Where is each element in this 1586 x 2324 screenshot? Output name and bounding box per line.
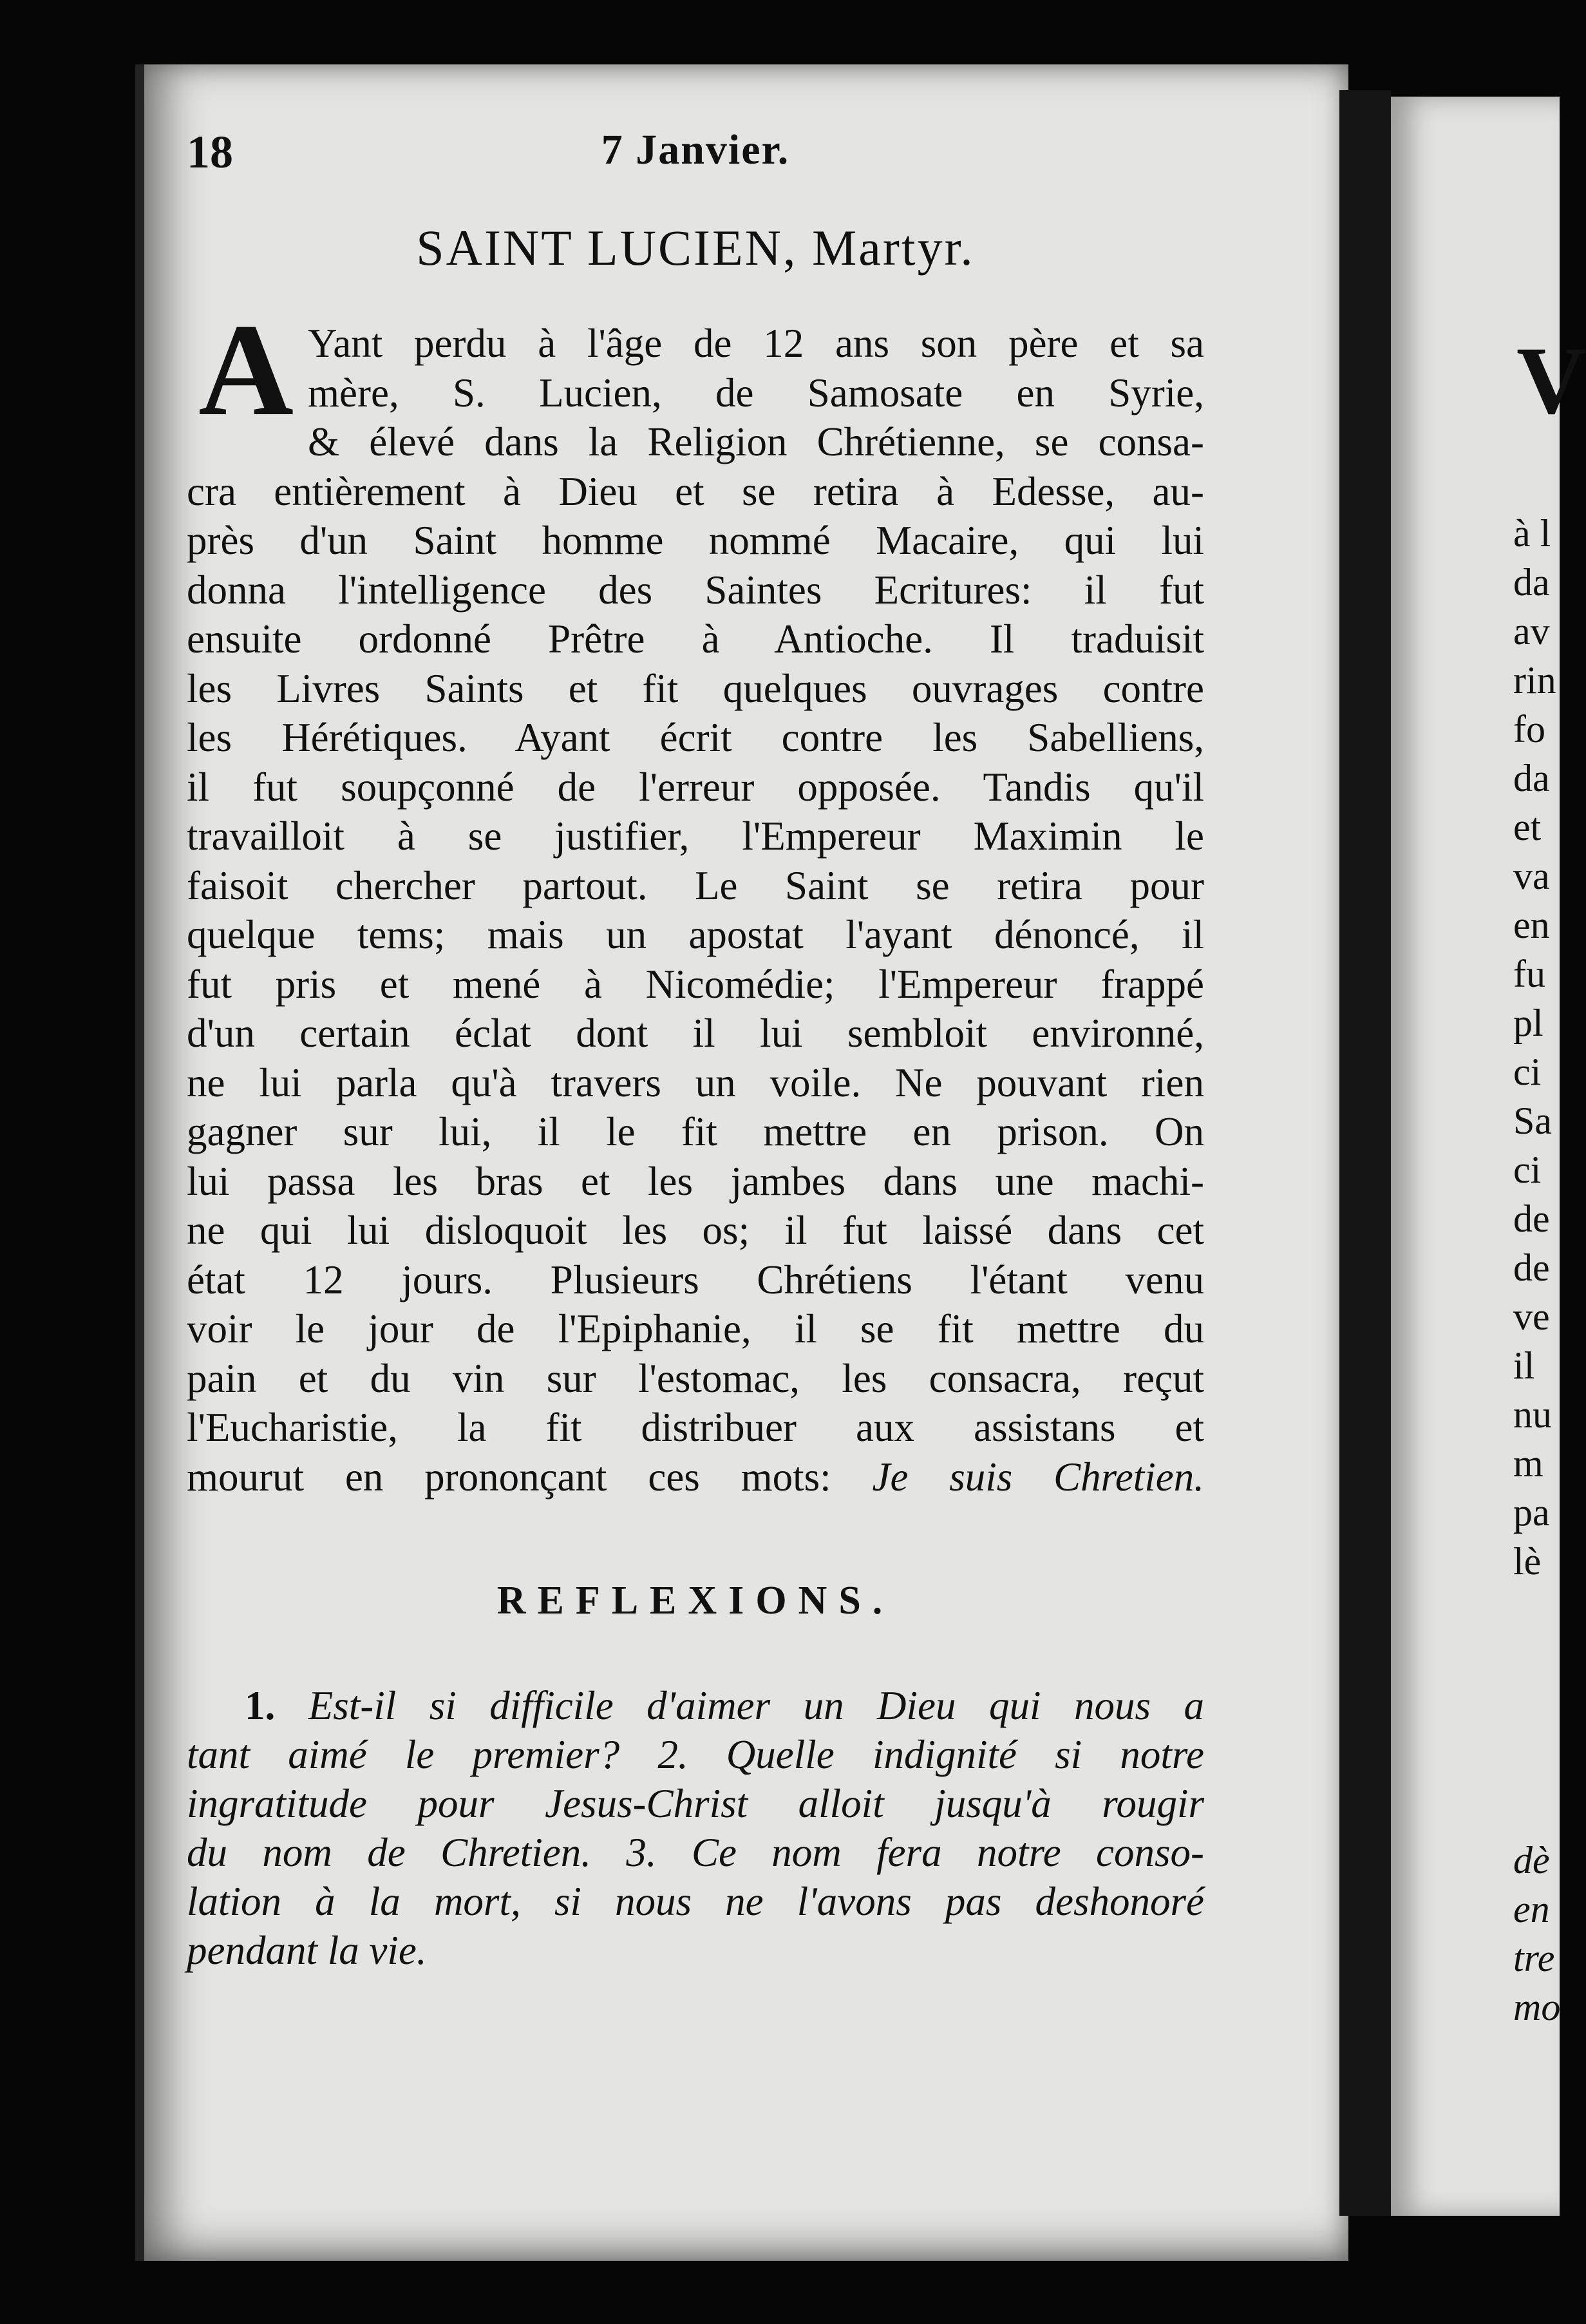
adjacent-fragment: ci (1513, 1051, 1542, 1093)
reflexion-line: pendant la vie. (187, 1928, 427, 1973)
adjacent-fragment: Sa (1513, 1100, 1552, 1142)
adjacent-page-fragments (1513, 509, 1556, 1586)
reflexions-heading: REFLEXIONS. (496, 1579, 894, 1623)
body-line: gagner sur lui, il le fit mettre en prison. On (187, 1109, 1204, 1154)
adjacent-fragment: rin (1513, 659, 1556, 701)
page-number: 18 (187, 126, 233, 178)
adjacent-fragment: il (1513, 1344, 1535, 1387)
reflexion-line (187, 1681, 1204, 1730)
book-gutter (1339, 90, 1391, 2216)
body-line: voir le jour de l'Epiphanie, il se fit mettre du (187, 1306, 1204, 1351)
adjacent-fragment: pl (1513, 1002, 1544, 1044)
reflexion-line-text: Est-il si difficile d'aimer un Dieu qui nous a (308, 1683, 1204, 1728)
adjacent-italic-fragment: en (1513, 1888, 1550, 1930)
reflexion-number: 1. (245, 1683, 276, 1728)
body-line: donna l'intelligence des Saintes Ecritures: il fut (187, 567, 1204, 613)
body-line: fut pris et mené à Nicomédie; l'Empereur frappé (187, 961, 1204, 1007)
body-line: les Livres Saints et fit quelques ouvrages contre (187, 665, 1204, 711)
adjacent-fragment: et (1513, 806, 1542, 848)
reflexion-line: tant aimé le premier? 2. Quelle indignité si notre (187, 1732, 1204, 1777)
adjacent-fragment: à l (1513, 512, 1551, 555)
adjacent-fragment: m (1513, 1442, 1544, 1485)
body-line: quelque tems; mais un apostat l'ayant dénoncé, il (187, 912, 1204, 957)
adjacent-fragment: ve (1513, 1295, 1550, 1338)
body-line: il fut soupçonné de l'erreur opposée. Tandis qu'il (187, 764, 1204, 810)
body-line: les Hérétiques. Ayant écrit contre les Sabelliens, (187, 715, 1204, 760)
body-last-line-text: mourut en prononçant ces mots: (187, 1454, 873, 1500)
reflexion-line: lation à la mort, si nous ne l'avons pas deshonoré (187, 1879, 1204, 1924)
body-line: travailloit à se justifier, l'Empereur Maximin le (187, 814, 1204, 859)
body-line: près d'un Saint homme nommé Macaire, qui lui (187, 518, 1204, 563)
adjacent-fragment: fu (1513, 953, 1545, 995)
body-line: & élevé dans la Religion Chrétienne, se consa- (308, 419, 1204, 464)
body-line: cra entièrement à Dieu et se retira à Edesse, au- (187, 468, 1204, 514)
body-line: état 12 jours. Plusieurs Chrétiens l'étant venu (187, 1257, 1204, 1302)
reflexions-text (187, 1681, 1204, 1975)
adjacent-fragment: de (1513, 1246, 1550, 1289)
adjacent-page-italic-fragments (1513, 1836, 1560, 2032)
adjacent-fragment: av (1513, 610, 1550, 652)
adjacent-fragment: pa (1513, 1491, 1550, 1534)
adjacent-fragment: ci (1513, 1148, 1542, 1191)
adjacent-fragment: fo (1513, 708, 1545, 750)
drop-cap: A (198, 297, 294, 443)
adjacent-fragment: nu (1513, 1393, 1552, 1436)
body-line: faisoit chercher partout. Le Saint se retira pour (187, 862, 1204, 908)
adjacent-fragment: en (1513, 904, 1550, 946)
adjacent-fragment: da (1513, 757, 1550, 799)
body-last-line (187, 1452, 1204, 1502)
reflexion-line: du nom de Chretien. 3. Ce nom fera notre conso- (187, 1830, 1204, 1875)
page-header (187, 126, 1204, 184)
adjacent-italic-fragment: mo (1513, 1986, 1561, 2028)
body-line: ensuite ordonné Prêtre à Antioche. Il traduisit (187, 616, 1204, 662)
body-line: ne qui lui disloquoit les os; il fut laissé dans cet (187, 1208, 1204, 1253)
body-line: ne lui parla qu'à travers un voile. Ne pouvant rien (187, 1060, 1204, 1105)
adjacent-fragment: va (1513, 855, 1550, 897)
body-line: lui passa les bras et les jambes dans une machi- (187, 1158, 1204, 1204)
body-line: d'un certain éclat dont il lui sembloit environné, (187, 1011, 1204, 1056)
adjacent-fragment: da (1513, 561, 1550, 604)
reflexion-line: ingratitude pour Jesus-Christ alloit jusqu'à rougir (187, 1781, 1204, 1826)
body-line: Yant perdu à l'âge de 12 ans son père et sa (308, 321, 1204, 366)
body-last-line-italic: Je suis Chretien. (872, 1454, 1205, 1500)
adjacent-italic-fragment: tre (1513, 1937, 1555, 1979)
body-line: l'Eucharistie, la fit distribuer aux assistans et (187, 1405, 1204, 1450)
adjacent-fragment: de (1513, 1197, 1550, 1240)
adjacent-page (1391, 97, 1586, 2216)
adjacent-fragment: lè (1513, 1540, 1542, 1583)
adjacent-page-initial: V (1516, 327, 1586, 434)
body-line: mère, S. Lucien, de Samosate en Syrie, (308, 370, 1204, 415)
chapter-title: SAINT LUCIEN, Martyr. (416, 220, 975, 276)
body-line: pain et du vin sur l'estomac, les consacra, reçut (187, 1355, 1204, 1401)
running-head: 7 Janvier. (601, 126, 790, 173)
adjacent-italic-fragment: dè (1513, 1839, 1550, 1881)
body-text (187, 297, 1205, 1501)
